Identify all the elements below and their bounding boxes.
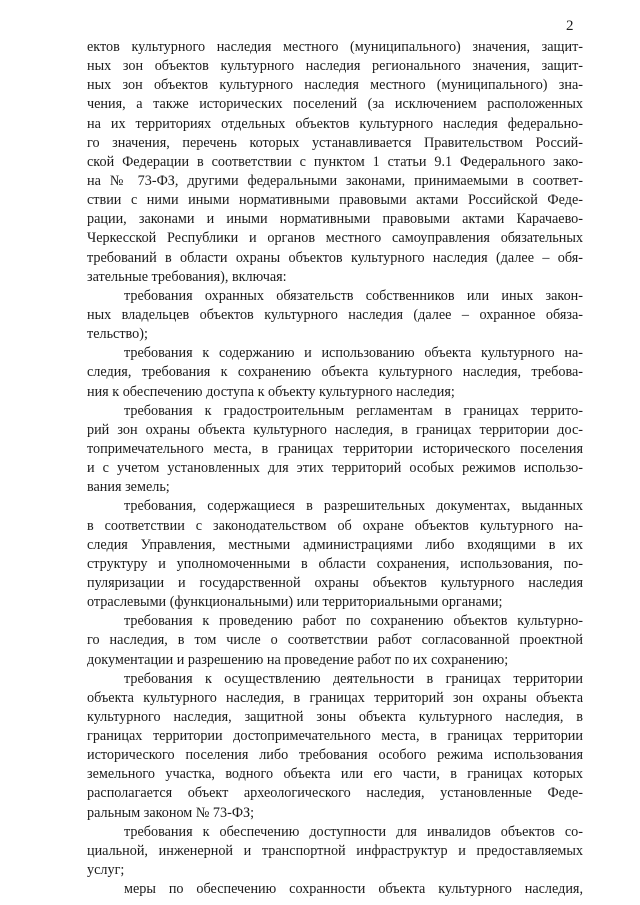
text-line: рации, законами и иными нормативными правовыми актами Карачаево-: [87, 211, 583, 228]
text-line: ных зон объектов культурного наследия регионального значения, защит-: [87, 58, 583, 75]
text-line: го наследия, в том числе о соответствии работ согласованной проектной: [87, 632, 583, 649]
text-line: ектов культурного наследия местного (муниципального) значения, защит-: [87, 39, 583, 55]
text-line: требования к осуществлению деятельности в границах территории: [124, 670, 583, 687]
text-line: чения, а также исторических поселений (за исключением расположенных: [87, 96, 583, 113]
text-line: вания земель;: [87, 479, 170, 496]
text-line: ральным законом № 73-ФЗ;: [87, 804, 255, 821]
text-line: требования к проведению работ по сохранению объектов культурно-: [124, 613, 583, 630]
text-line: меры по обеспечению сохранности объекта культурного наследия,: [124, 881, 583, 898]
document-body: [87, 38, 583, 899]
text-line: на № 73-ФЗ, другими федеральными законами, принимаемыми в соответ-: [87, 172, 583, 189]
page-number: 2: [566, 18, 574, 34]
text-line: культурного наследия, защитной зоны объекта культурного наследия, в: [87, 708, 583, 725]
text-line: отраслевыми (функциональными) или территориальными органами;: [87, 594, 503, 611]
text-line: на их территориях отдельных объектов культурного наследия федерально-: [87, 115, 583, 132]
text-line: требований в области охраны объектов культурного наследия (далее – обя-: [87, 249, 583, 266]
text-line: объекта культурного наследия, в границах территорий зон охраны объекта: [87, 689, 583, 706]
text-line: располагается объект археологического наследия, установленные Феде-: [87, 785, 583, 802]
text-line: требования к содержанию и использованию объекта культурного на-: [124, 345, 583, 362]
text-line: требования к градостроительным регламентам в границах террито-: [124, 402, 583, 419]
text-line: зательные требования), включая:: [87, 268, 287, 285]
text-line: документации и разрешению на проведение работ по их сохранению;: [87, 651, 509, 668]
text-line: исторического поселения либо требования особого режима использования: [87, 747, 583, 764]
text-line: тельство);: [87, 326, 148, 343]
text-line: циальной, инженерной и транспортной инфраструктур и предоставляемых: [87, 842, 583, 859]
text-line: Черкесской Республики и органов местного самоуправления обязательных: [87, 230, 583, 247]
text-line: границах территории достопримечательного места, в границах территории: [87, 728, 583, 745]
text-line: топримечательного места, в границах территории исторического поселения: [87, 440, 583, 457]
text-line: структуру и уполномоченными в области сохранения, использования, по-: [87, 555, 583, 572]
text-line: следия, требования к сохранению объекта культурного наследия, требова-: [87, 364, 583, 381]
text-line: требования, содержащиеся в разрешительных документах, выданных: [124, 498, 583, 515]
text-line: пуляризации и государственной охраны объектов культурного наследия: [87, 574, 583, 591]
text-line: следия Управления, местными администрациями либо входящими в их: [87, 536, 583, 553]
text-line: ных владельцев объектов культурного наследия (далее – охранное обяза-: [87, 306, 583, 323]
text-line: и с учетом установленных для этих территорий особых режимов использо-: [87, 460, 583, 477]
text-line: рий зон охраны объекта культурного наследия, в границах территории дос-: [87, 421, 583, 438]
text-line: ния к обеспечению доступа к объекту культурного наследия;: [87, 383, 455, 400]
text-line: услуг;: [87, 862, 125, 879]
text-line: в соответствии с законодательством об охране объектов культурного на-: [87, 517, 583, 534]
text-line: го значения, перечень которых устанавливается Правительством Россий-: [87, 134, 583, 151]
text-line: требования к обеспечению доступности для инвалидов объектов со-: [124, 823, 583, 840]
text-line: требования охранных обязательств собственников или иных закон-: [124, 287, 583, 304]
text-line: ской Федерации в соответствии с пунктом 1 статьи 9.1 Федерального зако-: [87, 153, 583, 170]
text-line: земельного участка, водного объекта или его части, в границах которых: [87, 766, 583, 783]
text-line: ствии с ними иными нормативными правовыми актами Российской Феде-: [87, 192, 583, 209]
text-line: ных зон объектов культурного наследия местного (муниципального) зна-: [87, 77, 583, 94]
